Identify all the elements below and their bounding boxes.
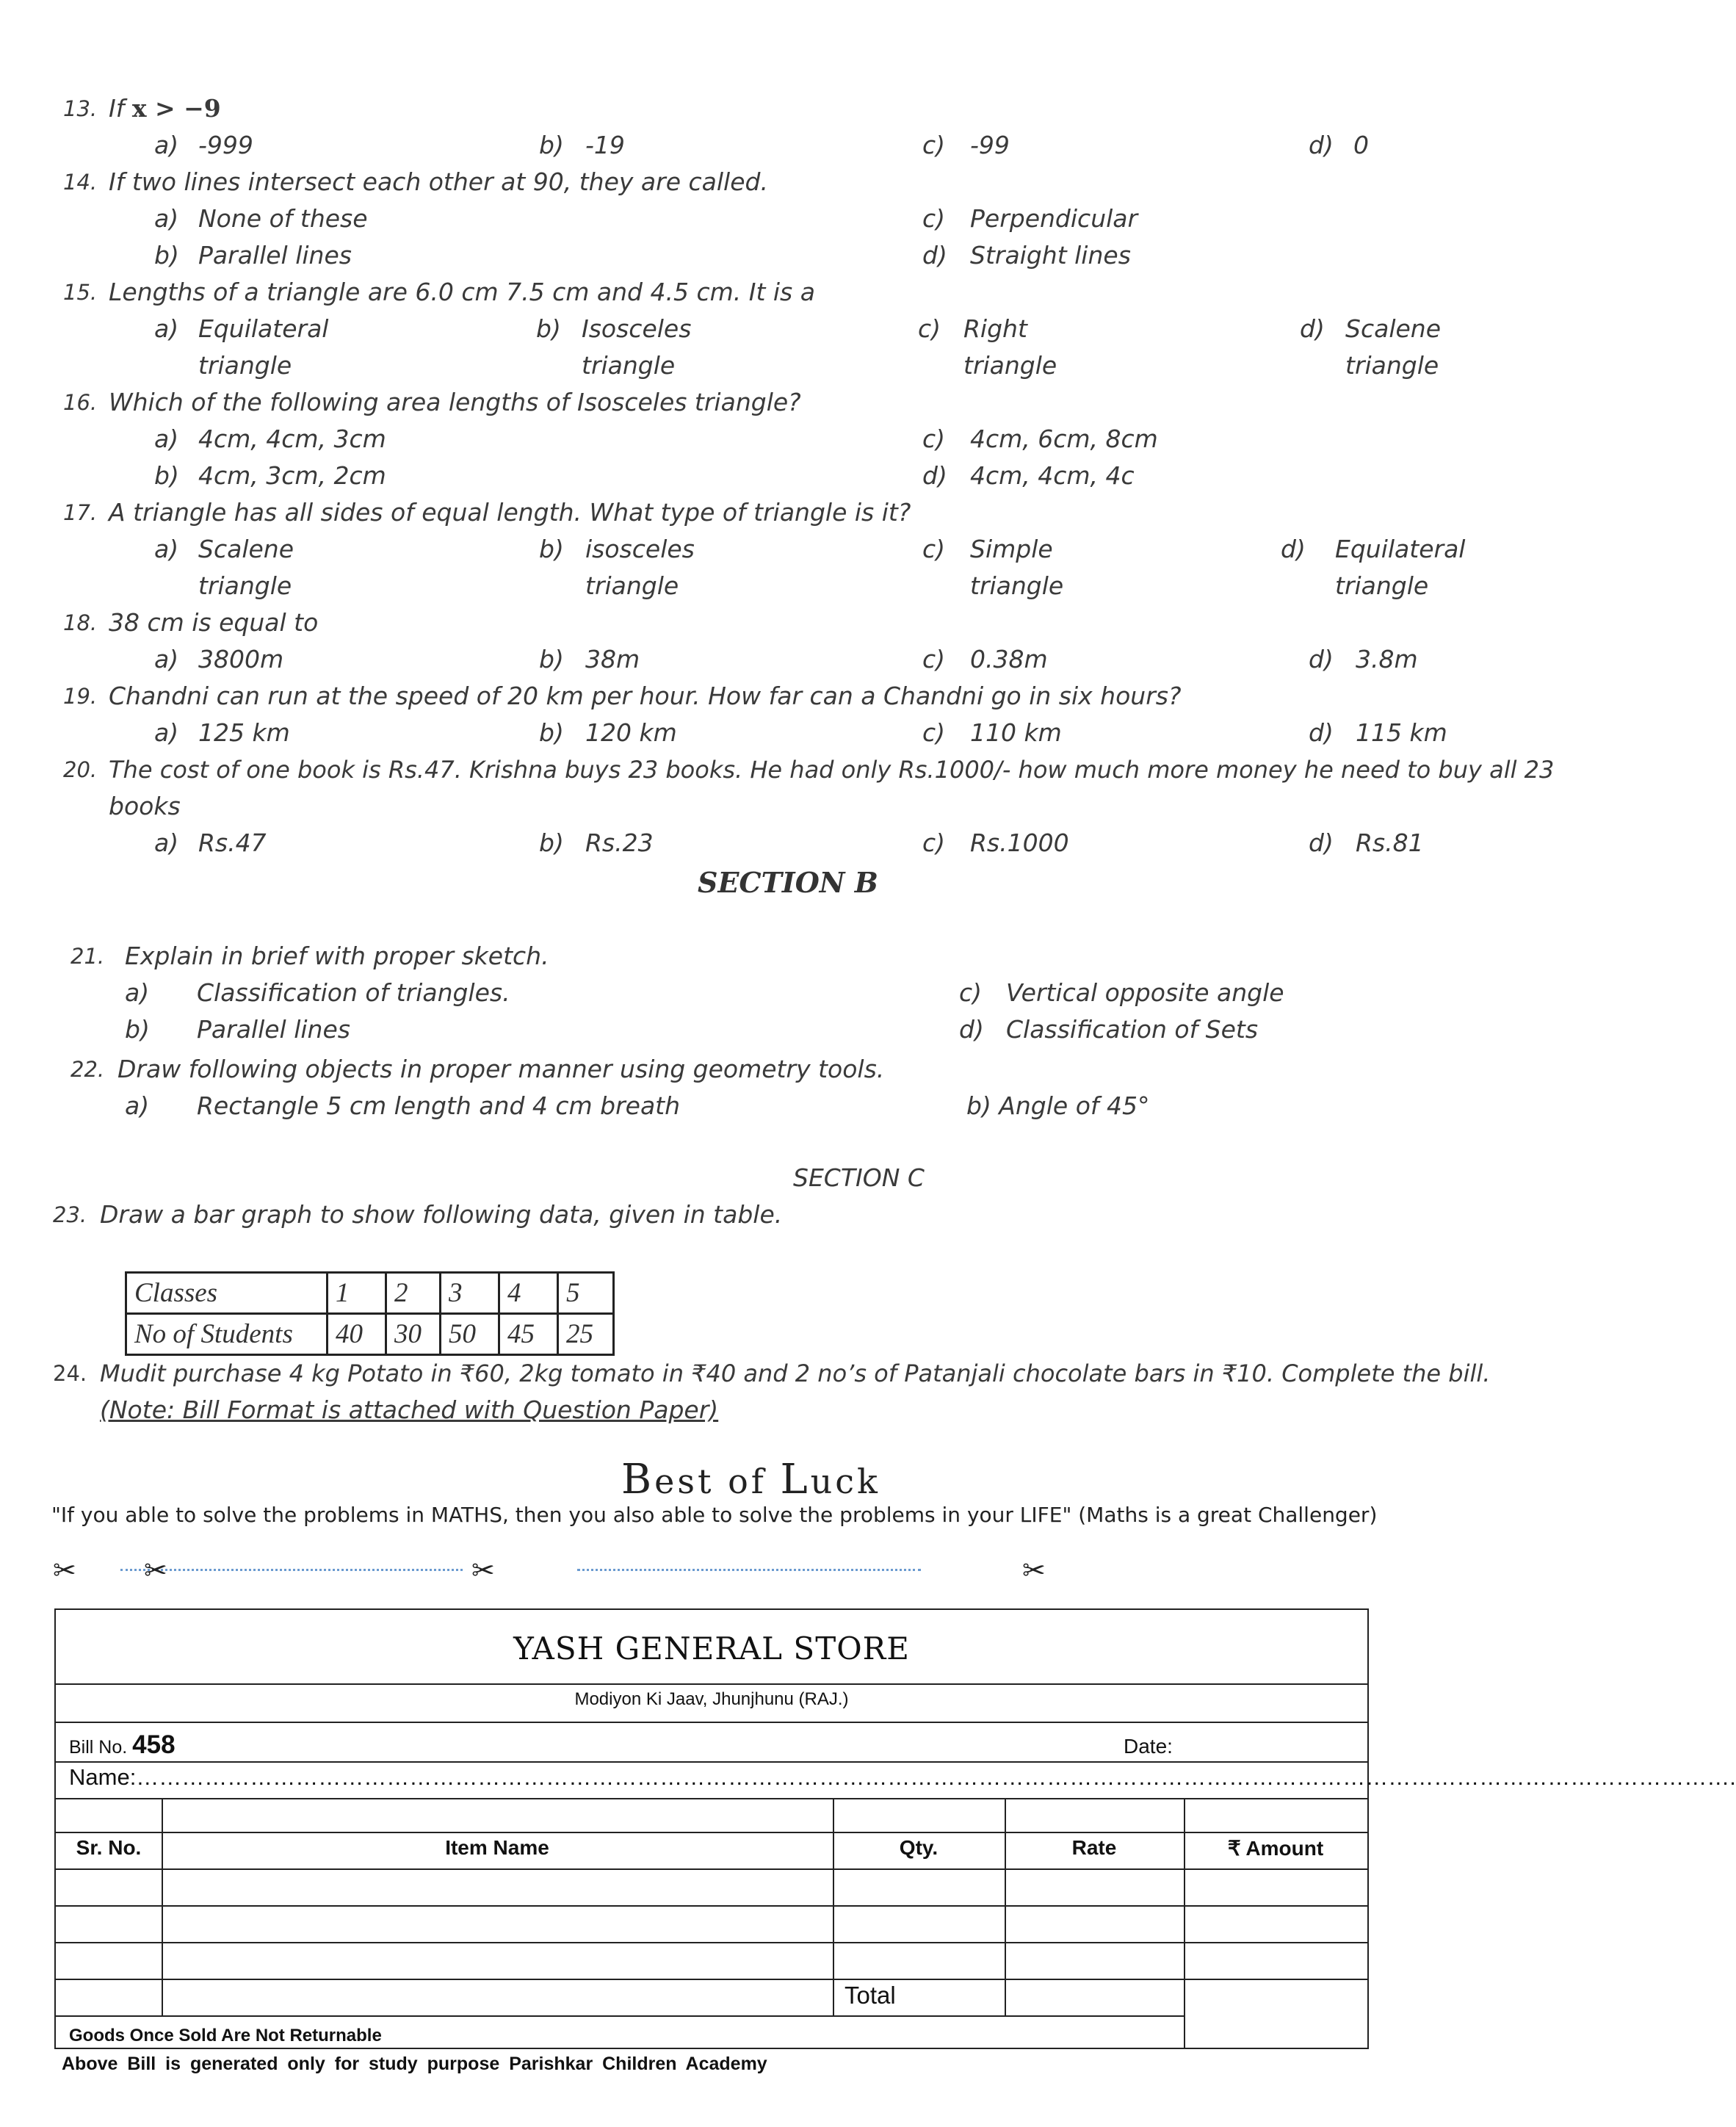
q17-option-d-label: d) bbox=[1281, 535, 1306, 563]
q18-option-a-label: a) bbox=[154, 645, 179, 674]
table-cell: 45 bbox=[499, 1314, 558, 1355]
q14-option-a: None of these bbox=[198, 204, 368, 233]
q13-number: 13. bbox=[63, 96, 98, 121]
q19-option-b: 120 km bbox=[585, 718, 677, 747]
q24-text: Mudit purchase 4 kg Potato in ₹60, 2kg tomato in ₹40 and 2 no’s of Patanjali chocolate bars in ₹10. Complete the bill. bbox=[100, 1359, 1491, 1387]
q15-option-d: Scalene bbox=[1345, 314, 1442, 343]
bill-divider bbox=[56, 1979, 1367, 1980]
q19-number: 19. bbox=[63, 684, 98, 709]
scissors-icon: ✂ bbox=[1022, 1554, 1046, 1586]
q15-option-d-label: d) bbox=[1300, 314, 1325, 343]
table-cell: 25 bbox=[558, 1314, 614, 1355]
q15-option-b-label: b) bbox=[536, 314, 561, 343]
table-cell: 40 bbox=[328, 1314, 386, 1355]
q20-option-c: Rs.1000 bbox=[970, 828, 1069, 857]
q17-option-b-line2: triangle bbox=[585, 571, 679, 600]
bill-divider bbox=[56, 1798, 1367, 1799]
q19-option-d: 115 km bbox=[1356, 718, 1447, 747]
cut-line bbox=[577, 1569, 921, 1571]
bill-column-line bbox=[162, 1798, 163, 2015]
q15-option-a-label: a) bbox=[154, 314, 179, 343]
q15-option-d-line2: triangle bbox=[1345, 351, 1439, 380]
table-cell: 5 bbox=[558, 1273, 614, 1314]
table-cell: 50 bbox=[441, 1314, 499, 1355]
q21-option-d-label: d) bbox=[959, 1015, 984, 1044]
bill-divider bbox=[56, 1942, 1367, 1943]
q22-option-a-label: a) bbox=[125, 1091, 150, 1120]
q15-text: Lengths of a triangle are 6.0 cm 7.5 cm and 4.5 cm. It is a bbox=[109, 278, 815, 306]
q18-option-c: 0.38m bbox=[970, 645, 1048, 674]
q13-option-b-label: b) bbox=[539, 131, 564, 159]
bill-divider bbox=[56, 1868, 1367, 1870]
table-cell: 1 bbox=[328, 1273, 386, 1314]
q20-text: The cost of one book is Rs.47. Krishna buys 23 books. He had only Rs.1000/- how much more money he need to buy all 23 bbox=[109, 756, 1555, 784]
bill-divider bbox=[56, 1905, 1367, 1907]
q15-option-b: Isosceles bbox=[582, 314, 692, 343]
q19-option-c: 110 km bbox=[970, 718, 1062, 747]
q15-option-a-line2: triangle bbox=[198, 351, 292, 380]
q13-option-d: 0 bbox=[1353, 131, 1369, 159]
table-cell: 2 bbox=[386, 1273, 441, 1314]
q20-option-a-label: a) bbox=[154, 828, 179, 857]
q16-option-a: 4cm, 4cm, 3cm bbox=[198, 425, 386, 453]
q17-option-d: Equilateral bbox=[1335, 535, 1466, 563]
q15-number: 15. bbox=[63, 280, 98, 305]
q16-option-c-label: c) bbox=[922, 425, 946, 453]
q24-number: 24. bbox=[53, 1361, 87, 1386]
q14-option-c: Perpendicular bbox=[970, 204, 1138, 233]
q18-option-d-label: d) bbox=[1309, 645, 1334, 674]
q15-option-c-line2: triangle bbox=[963, 351, 1057, 380]
store-name: YASH GENERAL STORE bbox=[513, 1631, 910, 1666]
q21-text: Explain in brief with proper sketch. bbox=[125, 942, 549, 970]
bill-column-line bbox=[1005, 1798, 1006, 2015]
q16-text: Which of the following area lengths of Isosceles triangle? bbox=[109, 388, 801, 416]
q14-option-b: Parallel lines bbox=[198, 241, 352, 270]
q13-math: x > −9 bbox=[131, 94, 221, 123]
column-header-rate: Rate bbox=[1071, 1836, 1117, 1859]
q16-option-b: 4cm, 3cm, 2cm bbox=[198, 461, 386, 490]
q17-option-a-label: a) bbox=[154, 535, 179, 563]
q17-option-a-line2: triangle bbox=[198, 571, 292, 600]
q18-option-b-label: b) bbox=[539, 645, 564, 674]
q13-option-c: -99 bbox=[970, 131, 1010, 159]
q17-option-c-line2: triangle bbox=[970, 571, 1064, 600]
q23-text: Draw a bar graph to show following data, given in table. bbox=[100, 1200, 783, 1229]
q18-text: 38 cm is equal to bbox=[109, 608, 319, 637]
q16-number: 16. bbox=[63, 390, 98, 415]
q20-option-c-label: c) bbox=[922, 828, 946, 857]
q14-option-a-label: a) bbox=[154, 204, 179, 233]
q21-option-c: Vertical opposite angle bbox=[1006, 978, 1284, 1007]
q18-option-a: 3800m bbox=[198, 645, 284, 674]
column-header-item-name: Item Name bbox=[445, 1836, 549, 1859]
bill-returns-note: Goods Once Sold Are Not Returnable bbox=[69, 2026, 382, 2045]
q16-option-c: 4cm, 6cm, 8cm bbox=[970, 425, 1158, 453]
q17-number: 17. bbox=[63, 500, 98, 525]
q14-text: If two lines intersect each other at 90, they are called. bbox=[109, 167, 768, 196]
column-header-sr-no: Sr. No. bbox=[76, 1836, 142, 1859]
q15-option-c: Right bbox=[963, 314, 1027, 343]
motivational-quote: "If you able to solve the problems in MATHS, then you also able to solve the problems in your LIFE" (Maths is a great Challenger) bbox=[51, 1503, 1378, 1527]
bill-divider bbox=[56, 1683, 1367, 1685]
q14-option-b-label: b) bbox=[154, 241, 179, 270]
q19-option-d-label: d) bbox=[1309, 718, 1334, 747]
q20-option-d: Rs.81 bbox=[1356, 828, 1424, 857]
column-header-qty: Qty. bbox=[899, 1836, 938, 1859]
q16-option-a-label: a) bbox=[154, 425, 179, 453]
q23-number: 23. bbox=[53, 1202, 87, 1227]
q24-note: (Note: Bill Format is attached with Question Paper) bbox=[100, 1395, 719, 1424]
q13-option-a: -999 bbox=[198, 131, 253, 159]
q20-number: 20. bbox=[63, 757, 98, 782]
table-cell: 3 bbox=[441, 1273, 499, 1314]
q14-number: 14. bbox=[63, 170, 98, 195]
store-address: Modiyon Ki Jaav, Jhunjhunu (RAJ.) bbox=[574, 1689, 849, 1709]
q19-text: Chandni can run at the speed of 20 km per hour. How far can a Chandni go in six hours? bbox=[109, 682, 1182, 710]
q17-option-c: Simple bbox=[970, 535, 1053, 563]
q17-option-d-line2: triangle bbox=[1335, 571, 1429, 600]
section-b-heading: SECTION B bbox=[698, 866, 878, 899]
q19-option-b-label: b) bbox=[539, 718, 564, 747]
best-of-luck-heading: Best of Luck bbox=[621, 1456, 880, 1503]
q20-option-d-label: d) bbox=[1309, 828, 1334, 857]
q16-option-b-label: b) bbox=[154, 461, 179, 490]
students-data-table bbox=[125, 1271, 615, 1356]
q21-option-b-label: b) bbox=[125, 1015, 150, 1044]
table-cell: 30 bbox=[386, 1314, 441, 1355]
table-cell-students-label: No of Students bbox=[126, 1314, 328, 1355]
q15-option-a: Equilateral bbox=[198, 314, 329, 343]
bill-total-label: Total bbox=[845, 1982, 896, 2009]
q19-option-a-label: a) bbox=[154, 718, 179, 747]
bill-form bbox=[54, 1608, 1736, 2049]
q20-option-b-label: b) bbox=[539, 828, 564, 857]
q18-number: 18. bbox=[63, 610, 98, 635]
bill-divider bbox=[56, 1761, 1367, 1763]
q22-text: Draw following objects in proper manner using geometry tools. bbox=[117, 1055, 885, 1083]
cut-line bbox=[120, 1569, 463, 1571]
q15-option-b-line2: triangle bbox=[582, 351, 676, 380]
q14-option-c-label: c) bbox=[922, 204, 946, 233]
bill-date-label: Date: bbox=[1124, 1735, 1173, 1758]
q16-option-d: 4cm, 4cm, 4c bbox=[970, 461, 1135, 490]
q13-option-d-label: d) bbox=[1309, 131, 1334, 159]
table-cell: 4 bbox=[499, 1273, 558, 1314]
q21-option-c-label: c) bbox=[959, 978, 983, 1007]
bill-divider bbox=[56, 2015, 1184, 2017]
table-cell-classes-label: Classes bbox=[126, 1273, 328, 1314]
scissors-icon: ✂ bbox=[144, 1554, 167, 1586]
q14-option-d: Straight lines bbox=[970, 241, 1131, 270]
scissors-icon: ✂ bbox=[53, 1554, 76, 1586]
footer-note: Above Bill is generated only for study purpose Parishkar Children Academy bbox=[62, 2054, 767, 2074]
q21-number: 21. bbox=[70, 944, 105, 969]
q22-number: 22. bbox=[70, 1057, 105, 1082]
q19-option-a: 125 km bbox=[198, 718, 290, 747]
q22-option-b: b) Angle of 45° bbox=[966, 1091, 1150, 1120]
scissors-icon: ✂ bbox=[471, 1554, 495, 1586]
q16-option-d-label: d) bbox=[922, 461, 947, 490]
q13-option-a-label: a) bbox=[154, 131, 179, 159]
q14-option-d-label: d) bbox=[922, 241, 947, 270]
section-c-heading: SECTION C bbox=[793, 1163, 925, 1192]
table-row bbox=[126, 1314, 614, 1355]
bill-number-value: 458 bbox=[132, 1730, 176, 1759]
q15-option-c-label: c) bbox=[918, 314, 941, 343]
q22-option-a: Rectangle 5 cm length and 4 cm breath bbox=[197, 1091, 681, 1120]
q20-option-b: Rs.23 bbox=[585, 828, 654, 857]
q21-option-b: Parallel lines bbox=[197, 1015, 350, 1044]
q20-text-line2: books bbox=[109, 792, 181, 820]
q21-option-d: Classification of Sets bbox=[1006, 1015, 1259, 1044]
q18-option-d: 3.8m bbox=[1356, 645, 1418, 674]
column-header-amount: ₹ Amount bbox=[1227, 1837, 1324, 1860]
bill-number: Bill No. 458 bbox=[69, 1730, 176, 1759]
q18-option-c-label: c) bbox=[922, 645, 946, 674]
q17-option-c-label: c) bbox=[922, 535, 946, 563]
q17-option-b-label: b) bbox=[539, 535, 564, 563]
bill-divider bbox=[56, 1832, 1367, 1833]
q21-option-a: Classification of triangles. bbox=[197, 978, 510, 1007]
q13-text: If x > −9 bbox=[109, 94, 221, 123]
bill-divider bbox=[56, 1722, 1367, 1723]
q13-option-b: -19 bbox=[585, 131, 625, 159]
q17-option-a: Scalene bbox=[198, 535, 294, 563]
q17-option-b: isosceles bbox=[585, 535, 695, 563]
q21-option-a-label: a) bbox=[125, 978, 150, 1007]
q17-text: A triangle has all sides of equal length. What type of triangle is it? bbox=[109, 498, 911, 527]
q19-option-c-label: c) bbox=[922, 718, 946, 747]
table-row bbox=[126, 1273, 614, 1314]
q13-option-c-label: c) bbox=[922, 131, 946, 159]
bill-column-line bbox=[833, 1798, 834, 2015]
q20-option-a: Rs.47 bbox=[198, 828, 267, 857]
q18-option-b: 38m bbox=[585, 645, 640, 674]
customer-name-field: Name:…………………………………………………………………………………………………………………………………………………………………………………………. bbox=[69, 1764, 1736, 1790]
